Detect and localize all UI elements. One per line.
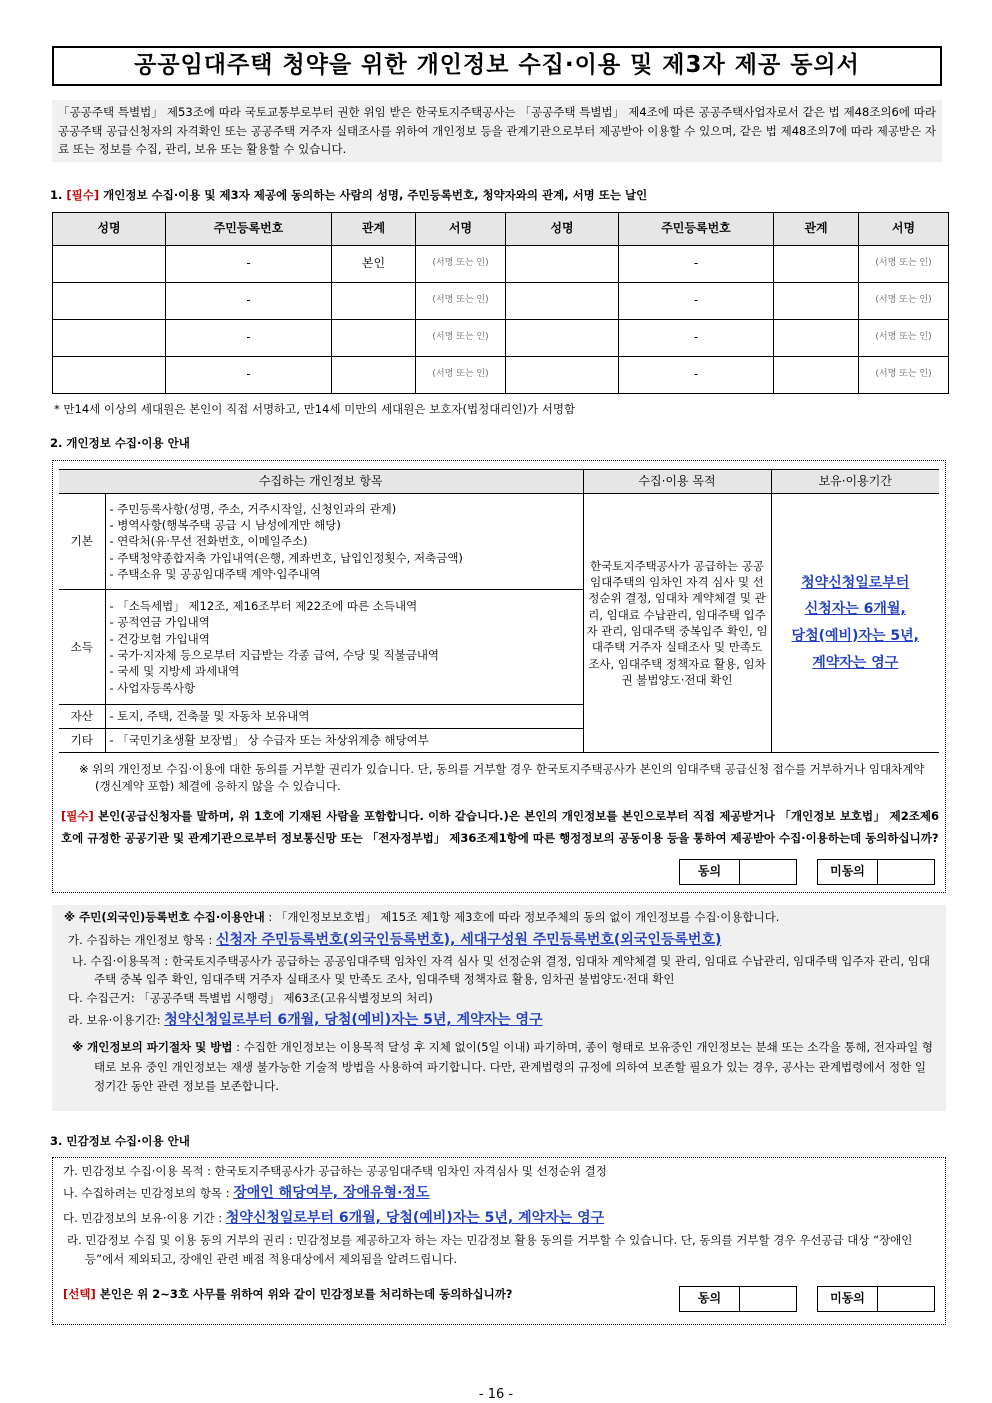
table-cell[interactable]: - xyxy=(166,357,332,394)
rrn-heading xyxy=(64,908,934,928)
signature-note: * 만14세 이상의 세대원은 본인이 직접 서명하고, 만14세 미만의 세대원은 보호자(법정대리인)가 서명함 xyxy=(54,402,576,416)
sig-header-2: 관계 xyxy=(332,213,416,246)
consent-text-1: 본인(공급신청자를 말하며, 위 1호에 기재된 사람을 포함합니다. 이하 같습니다.)은 본인의 개인정보를 본인으로부터 직접 제공받거나 「개인정보 보호법」 제2조제6호에 규정한 공공기관 및 관계기관으로부터 정보통신망 또는 「전자정부법」 제36조제1항에 따른 행정정보의 공동이용 등을 통하여 제공받아 수집·이용하는데 동의하십니까? xyxy=(61,809,939,845)
list-item: - 「소득세법」 제12조, 제16조부터 제22조에 따른 소득내역 xyxy=(109,599,418,614)
list-item: - 주택소유 및 공공임대주택 계약·입주내역 xyxy=(109,566,321,581)
sig-header-0: 성명 xyxy=(53,213,166,246)
intro-text: 「공공주택 특별법」 제53조에 따라 국토교통부로부터 권한 위임 받은 한국토지주택공사는 「공공주택 특별법」 제4조에 따른 공공주택사업자로서 같은 법 제48조의6에 따라 공공주택 공급신청자의 자격확인 또는 공공주택 거주자 실태조사를 위하여 개인정보 등을 관계기관으로부터 제공받아 이용할 수 있으며, 같은 법 제48조의7에 따라 제공받은 자료 또는 정보를 수집, 관리, 보유 또는 활용할 수 있습니다. xyxy=(52,100,942,162)
category-income: 소득 xyxy=(59,590,105,705)
optional-tag: [선택] xyxy=(63,1287,96,1302)
list-item: - 사업자등록사항 xyxy=(109,680,196,695)
disagree-option-1[interactable] xyxy=(817,859,935,885)
table-cell[interactable] xyxy=(774,246,859,283)
disagree-label-1: 미동의 xyxy=(818,860,878,884)
list-item: - 주택청약종합저축 가입내역(은행, 계좌번호, 납입인정횟수, 저축금액) xyxy=(109,550,463,565)
list-item: 계약자는 영구 xyxy=(812,654,899,671)
items-other xyxy=(105,729,583,753)
refusal-notice: ※ 위의 개인정보 수집·이용에 대한 동의를 거부할 권리가 있습니다. 단, 동의를 거부할 경우 한국토지주택공사가 본인의 임대주택 공급신청 접수를 거부하거나 임대차계약(갱신계약 포함) 체결에 응하지 않을 수 있습니다. xyxy=(79,762,925,793)
sensitive-da-label: 다. 민감정보의 보유·이용 기간 : xyxy=(63,1211,226,1226)
items-asset xyxy=(105,705,583,729)
consent-text-2: 본인은 위 2~3호 사무를 위하여 위와 같이 민감정보를 처리하는데 동의하십니까? xyxy=(99,1287,513,1302)
signature-cell[interactable]: (서명 또는 인) xyxy=(416,246,506,283)
sensitive-na xyxy=(63,1181,935,1206)
category-asset: 자산 xyxy=(59,705,105,729)
table-cell[interactable] xyxy=(53,246,166,283)
table-cell[interactable]: - xyxy=(166,246,332,283)
required-tag-2: [필수] xyxy=(61,809,94,823)
rrn-heading-bold: ※ 주민(외국인)등록번호 수집·이용안내 xyxy=(64,910,265,924)
sensitive-da-value: 청약신청일로부터 6개월, 당첨(예비)자는 5년, 계약자는 영구 xyxy=(225,1210,605,1227)
page-title: 공공임대주택 청약을 위한 개인정보 수집·이용 및 제3자 제공 동의서 xyxy=(52,46,942,86)
category-basic: 기본 xyxy=(59,494,105,590)
table-cell[interactable]: - xyxy=(619,246,774,283)
rrn-ga-label: 가. 수집하는 개인정보 항목 : xyxy=(68,932,217,947)
sensitive-da xyxy=(63,1206,935,1231)
rrn-item-da: 다. 수집근거: 「공공주택 특별법 시행령」 제63조(고유식별정보의 처리) xyxy=(68,990,433,1005)
list-item: 당첨(예비)자는 5년, xyxy=(791,628,919,644)
list-item: 청약신청일로부터 xyxy=(801,574,910,591)
destroy-rest: : 수집한 개인정보는 이용목적 달성 후 지체 없이(5일 이내) 파기하며, 종이 형태로 보유중인 개인정보는 분쇄 또는 소각을 통해, 전자파일 형태로 보유 중인 개인정보는 재생 불가능한 기술적 방법을 사용하여 파기합니다. 다만, 관계법령의 규정에 의하여 보존할 필요가 있는 경우, 공사는 관계법령에서 정한 일정기간 동안 관련 정보를 보존합니다. xyxy=(94,1040,933,1093)
rrn-item-ga xyxy=(64,928,934,952)
consent-1-options xyxy=(679,859,935,885)
list-item: - 「국민기초생활 보장법」 상 수급자 또는 차상위계층 해당여부 xyxy=(109,733,429,748)
table-cell[interactable] xyxy=(332,357,416,394)
sensitive-na-value: 장애인 해당여부, 장애유형·정도 xyxy=(233,1185,430,1202)
destroy-bold: ※ 개인정보의 파기절차 및 방법 xyxy=(72,1040,233,1055)
table-cell[interactable]: - xyxy=(166,320,332,357)
list-item: - 주민등록사항(성명, 주소, 거주시작일, 신청인과의 관계) xyxy=(109,501,397,516)
disagree-checkbox-1[interactable] xyxy=(878,860,934,884)
list-item: - 연락처(유·무선 전화번호, 이메일주소) xyxy=(109,534,308,549)
table-row xyxy=(53,283,949,320)
sig-header-6: 관계 xyxy=(774,213,859,246)
rrn-item-ra xyxy=(64,1008,934,1032)
sig-header-5: 주민등록번호 xyxy=(619,213,774,246)
sensitive-ga: 가. 민감정보 수집·이용 목적 : 한국토지주택공사가 공급하는 공공임대주택 임차인 자격심사 및 선정순위 결정 xyxy=(63,1164,607,1178)
rrn-info-box xyxy=(52,905,946,1111)
disagree-checkbox-2[interactable] xyxy=(878,1287,934,1311)
period-lines xyxy=(772,570,940,676)
table-row xyxy=(53,246,949,283)
signature-cell[interactable]: (서명 또는 인) xyxy=(859,283,949,320)
rrn-item-na: 나. 수집·이용목적 : 한국토지주택공사가 공급하는 공공임대주택 임차인 자격 심사 및 선정순위 결정, 임대차 계약체결 및 관리, 임대료 수납관리, 임대주택 입주자 관리, 임대주택 중복 입주 확인, 임대주택 거주자 실태조사 및 만족도 조사, 임대주택 정책자료 활용, 임차권 불법양도·전대 확인 xyxy=(72,953,930,987)
signature-cell[interactable]: (서명 또는 인) xyxy=(416,320,506,357)
table-cell[interactable]: - xyxy=(166,283,332,320)
header-items: 수집하는 개인정보 항목 xyxy=(59,470,583,494)
header-purpose: 수집·이용 목적 xyxy=(583,470,771,494)
purpose-text: 한국토지주택공사가 공급하는 공공임대주택의 임차인 자격 심사 및 선정순위 결정, 임대차 계약체결 및 관리, 임대료 수납관리, 임대주택 입주자 관리, 임대주택 중복입주 확인, 임대주택 거주자 실태조사 및 만족도 조사, 임대주택 정책자료 활용, 임차권 불법양도·전대 확인 xyxy=(583,494,771,753)
signature-cell[interactable]: (서명 또는 인) xyxy=(416,357,506,394)
items-basic xyxy=(105,494,583,590)
table-cell[interactable]: 본인 xyxy=(332,246,416,283)
header-period: 보유·이용기간 xyxy=(771,470,939,494)
disagree-option-2[interactable] xyxy=(817,1286,935,1312)
table-cell[interactable] xyxy=(53,283,166,320)
page-number: - 16 - xyxy=(478,1387,514,1402)
required-tag: [필수] xyxy=(66,188,100,202)
agree-option-1[interactable] xyxy=(679,859,797,885)
signature-cell[interactable]: (서명 또는 인) xyxy=(859,246,949,283)
list-item: - 토지, 주택, 건축물 및 자동차 보유내역 xyxy=(109,709,310,724)
section3-heading: 3. 민감정보 수집·이용 안내 xyxy=(50,1134,190,1148)
table-cell[interactable] xyxy=(506,357,619,394)
items-income xyxy=(105,590,583,705)
sig-header-7: 서명 xyxy=(859,213,949,246)
table-cell[interactable] xyxy=(506,246,619,283)
sig-header-3: 서명 xyxy=(416,213,506,246)
table-cell[interactable] xyxy=(332,320,416,357)
section1-heading xyxy=(50,187,647,204)
section1-title: 개인정보 수집·이용 및 제3자 제공에 동의하는 사람의 성명, 주민등록번호, 청약자와의 관계, 서명 또는 날인 xyxy=(103,188,648,202)
consent-2-options xyxy=(679,1286,935,1312)
sensitive-na-label: 나. 수집하려는 민감정보의 항목 : xyxy=(63,1186,234,1201)
list-item: - 건강보험 가입내역 xyxy=(109,631,210,646)
agree-label-1: 동의 xyxy=(680,860,740,884)
list-item: 신청자는 6개월, xyxy=(804,601,906,618)
table-cell[interactable]: - xyxy=(619,283,774,320)
table-cell[interactable] xyxy=(506,320,619,357)
rrn-ra-value: 청약신청일로부터 6개월, 당첨(예비)자는 5년, 계약자는 영구 xyxy=(164,1012,543,1029)
signature-cell[interactable]: (서명 또는 인) xyxy=(859,357,949,394)
category-other: 기타 xyxy=(59,729,105,753)
table-cell[interactable] xyxy=(53,357,166,394)
table-row xyxy=(53,357,949,394)
section2-heading: 2. 개인정보 수집·이용 안내 xyxy=(50,436,190,450)
rrn-heading-rest: : 「개인정보보호법」 제15조 제1항 제3호에 따라 정보주체의 동의 없이 개인정보를 수집·이용합니다. xyxy=(264,910,780,924)
signature-cell[interactable]: (서명 또는 인) xyxy=(416,283,506,320)
consent-question-1 xyxy=(61,806,939,850)
signature-table xyxy=(52,212,949,394)
sig-header-1: 주민등록번호 xyxy=(166,213,332,246)
list-item: - 공적연금 가입내역 xyxy=(109,615,210,630)
agree-label-2: 동의 xyxy=(680,1287,740,1311)
table-cell[interactable] xyxy=(774,283,859,320)
table-cell[interactable] xyxy=(506,283,619,320)
table-cell[interactable] xyxy=(774,320,859,357)
agree-option-2[interactable] xyxy=(679,1286,797,1312)
section2-box xyxy=(52,460,946,893)
rrn-ga-value: 신청자 주민등록번호(외국인등록번호), 세대구성원 주민등록번호(외국인등록번호) xyxy=(216,931,722,948)
table-cell[interactable]: - xyxy=(619,357,774,394)
section3-box xyxy=(52,1157,946,1325)
table-cell[interactable] xyxy=(774,357,859,394)
retention-period xyxy=(771,494,939,753)
agree-checkbox-1[interactable] xyxy=(740,860,796,884)
rrn-ra-label: 라. 보유·이용기간: xyxy=(68,1013,165,1028)
list-item: - 국가·지자체 등으로부터 지급받는 각종 급여, 수당 및 직불금내역 xyxy=(109,648,440,662)
section1-num: 1. xyxy=(50,188,63,202)
signature-cell[interactable]: (서명 또는 인) xyxy=(859,320,949,357)
table-cell[interactable]: - xyxy=(619,320,774,357)
table-cell[interactable] xyxy=(332,283,416,320)
disagree-label-2: 미동의 xyxy=(818,1287,878,1311)
personal-info-table xyxy=(59,469,939,753)
list-item: - 국세 및 지방세 과세내역 xyxy=(109,664,240,679)
agree-checkbox-2[interactable] xyxy=(740,1287,796,1311)
sensitive-ra: 라. 민감정보 수집 및 이용 동의 거부의 권리 : 민감정보를 제공하고자 하는 자는 민감정보 활용 동의를 거부할 수 있습니다. 단, 동의를 거부할 경우 우선공급 대상 “장애인 등”에서 제외되고, 장애인 관련 배점 적용대상에서 제외됨을 알려드립니다. xyxy=(67,1233,913,1266)
sig-header-4: 성명 xyxy=(506,213,619,246)
table-row xyxy=(53,320,949,357)
table-cell[interactable] xyxy=(53,320,166,357)
destroy-procedure xyxy=(64,1038,934,1095)
list-item: - 병역사항(행복주택 공급 시 남성에게만 해당) xyxy=(109,518,341,532)
